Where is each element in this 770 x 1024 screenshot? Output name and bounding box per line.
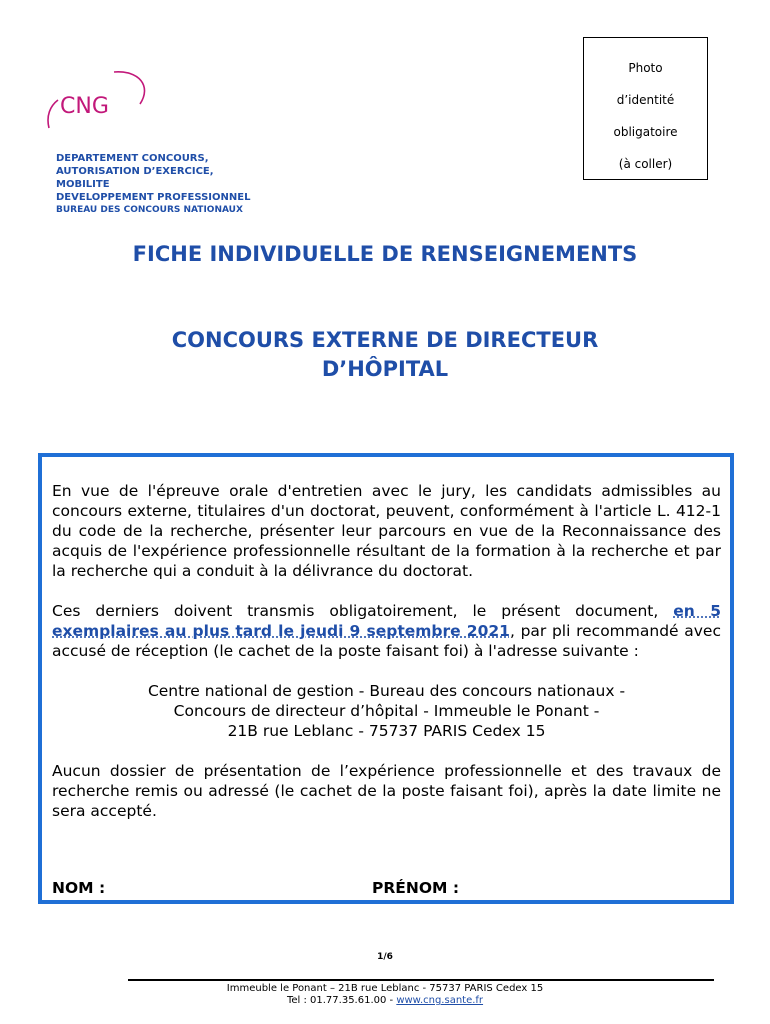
footer-phone: Tel : 01.77.35.61.00 - (286, 995, 397, 1006)
department-line: DEVELOPPEMENT PROFESSIONNEL (56, 192, 251, 203)
deadline-warning-paragraph: Aucun dossier de présentation de l’expérience professionnelle et des travaux de recherche remis ou adressé (le cachet de la poste faisant foi), après la date limite ne sera accepté. (52, 762, 721, 820)
identity-fields (52, 879, 721, 897)
instructions-text: Ces derniers doivent transmis obligatoirement, le présent document, (52, 602, 674, 620)
main-title: FICHE INDIVIDUELLE DE RENSEIGNEMENTS (132, 242, 638, 266)
footer-divider (128, 979, 714, 981)
sub-title-line: D’HÔPITAL (321, 357, 449, 381)
website-link[interactable]: www.cng.sante.fr (396, 995, 484, 1006)
sub-title (0, 326, 770, 384)
photo-box (583, 37, 708, 180)
address-line: Concours de directeur d’hôpital - Immeuble le Ponant - (173, 702, 600, 720)
department-block (56, 152, 356, 217)
department-line: AUTORISATION D’EXERCICE, (56, 166, 214, 177)
photo-box-line: d’identité (616, 93, 675, 107)
deadline-text: en 5 exemplaires au plus tard le jeudi 9 septembre 2021 (52, 602, 721, 640)
sub-title-line: CONCOURS EXTERNE DE DIRECTEUR (171, 328, 599, 352)
intro-paragraph: En vue de l'épreuve orale d'entretien avec le jury, les candidats admissibles au concours externe, titulaires d'un doctorat, peuvent, conformément à l'article L. 412-1 du code de la recherche, présenter leur parcours en vue de la Reconnaissance des acquis de l'expérience professionnelle résultant de la formation à la recherche et par la recherche qui a conduit à la délivrance du doctorat. (52, 482, 721, 580)
logo-text: CNG (60, 94, 109, 119)
photo-box-line: (à coller) (618, 157, 673, 171)
instructions-text-end: , par pli recommandé avec accusé de réception (le cachet de la poste faisant foi) à l'adresse suivante : (52, 622, 721, 660)
cng-logo (44, 66, 154, 138)
footer-contact (0, 995, 770, 1007)
department-line: DEPARTEMENT CONCOURS, (56, 153, 209, 164)
prenom-label: PRÉNOM : (372, 879, 460, 897)
address-line: Centre national de gestion - Bureau des concours nationaux - (147, 682, 626, 700)
address-block (52, 681, 721, 741)
department-line: BUREAU DES CONCOURS NATIONAUX (56, 205, 243, 215)
address-line: 21B rue Leblanc - 75737 PARIS Cedex 15 (227, 722, 546, 740)
nom-label: NOM : (52, 879, 106, 897)
department-line: MOBILITE (56, 179, 110, 190)
page-number: 1/6 (377, 952, 393, 962)
photo-box-line: Photo (628, 61, 663, 75)
footer (0, 983, 770, 1007)
body-content (52, 481, 721, 841)
photo-box-line: obligatoire (613, 125, 678, 139)
footer-address: Immeuble le Ponant – 21B rue Leblanc - 75737 PARIS Cedex 15 (226, 983, 544, 994)
instructions-paragraph (52, 601, 721, 661)
